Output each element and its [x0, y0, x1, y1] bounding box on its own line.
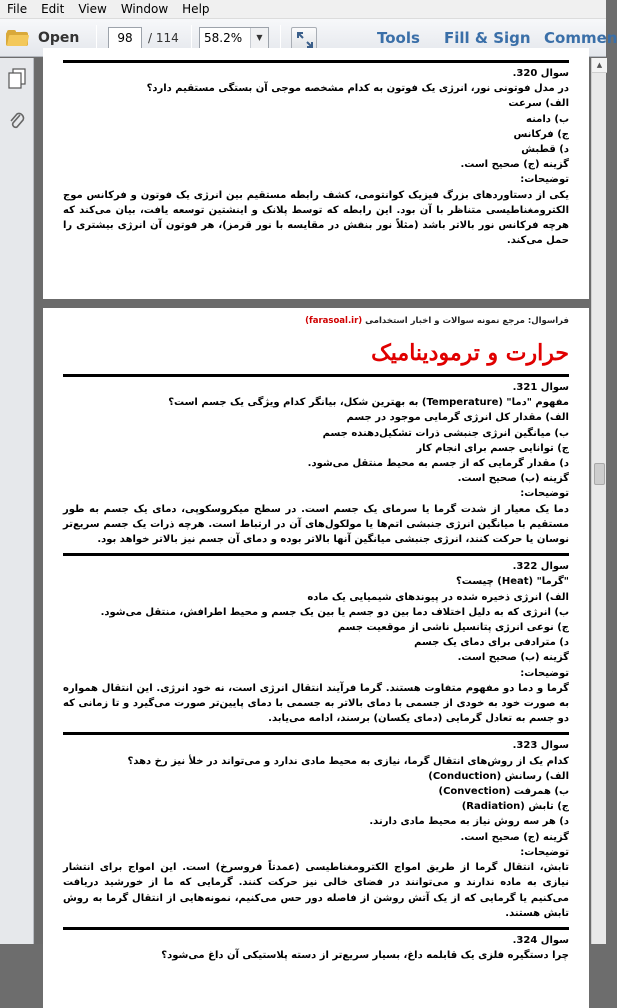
menu-edit[interactable]: Edit: [41, 2, 65, 16]
question-divider: [63, 927, 569, 930]
answer-text: گزینه (ب) صحیح است.: [457, 652, 569, 664]
zoom-select[interactable]: [199, 27, 269, 49]
open-label: Open: [38, 30, 80, 46]
question-block: [63, 380, 569, 547]
option: ب) انرژی که به دلیل اختلاف دما بین دو جسم یا بین یک جسم و محیط اطرافش، منتقل می‌شود.: [100, 606, 569, 618]
answer-text: گزینه (ج) صحیح است.: [460, 831, 569, 843]
answer-text: گزینه (ج) صحیح است.: [460, 159, 569, 171]
question-block: [63, 559, 569, 726]
explanation-label: توضیحات:: [520, 667, 569, 679]
question-divider: [63, 732, 569, 735]
question-text: در مدل فوتونی نور، انرژی یک فوتون به کدام مشخصه موجی آن بستگی مستقیم دارد؟: [146, 83, 569, 95]
option: د) مترادفی برای دمای یک جسم: [414, 637, 569, 649]
question-number: سوال 324.: [512, 934, 569, 946]
question-block: [63, 933, 569, 963]
expand-icon: [296, 31, 314, 49]
pdf-page: [43, 308, 589, 1008]
option: الف) رسانش (Conduction): [428, 770, 569, 782]
scrollbar-thumb[interactable]: [594, 463, 605, 485]
option: د) هر سه روش نیاز به محیط مادی دارند.: [369, 816, 569, 828]
option: ج) توانایی جسم برای انجام کار: [416, 442, 569, 454]
option: د) مقدار گرمایی که از جسم به محیط منتقل می‌شود.: [307, 458, 569, 470]
zoom-value: 58.2%: [204, 31, 243, 45]
page-total: / 114: [148, 31, 179, 45]
question-number: سوال 320.: [512, 68, 569, 79]
question-number: سوال 322.: [512, 561, 569, 573]
explanation-text: دما یک معیار از شدت گرما یا سرمای یک جسم است. در سطح میکروسکوپی، دمای یک جسم به طور مستقیم با میانگین انرژی جنبشی اتم‌ها یا مولکول‌های آن در ارتباط است. هرچه ذرات یک جسم سریع‌تر نوسان یا حرکت کنند، انرژی جنبشی میانگین آنها بالاتر بوده و دمای آن جسم نیز بالاتر خواهد بود.: [63, 503, 569, 546]
question-text: کدام یک از روش‌های انتقال گرما، نیازی به محیط مادی ندارد و می‌تواند در خلأ نیز رخ دهد؟: [127, 755, 569, 767]
question-block: [63, 738, 569, 920]
page-number-input[interactable]: 98: [108, 27, 142, 49]
question-divider: [63, 553, 569, 556]
answer-text: گزینه (ب) صحیح است.: [457, 473, 569, 485]
document-view[interactable]: [35, 58, 606, 962]
explanation-label: توضیحات:: [520, 488, 569, 500]
option: ج) تابش (Radiation): [461, 801, 569, 813]
explanation-text: تابش، انتقال گرما از طریق امواج الکترومغناطیسی (عمدتاً فروسرخ) است. این امواج برای انتشار نیازی به ماده ندارند و می‌توانند در فضای خالی نیز حرکت کنند. گرمایی که ما از خورشید دریافت می‌کنیم یا گرمایی که از یک آتش روشن از فاصله دور حس می‌کنیم، نمونه‌هایی از انتقال گرما به روش تابش هستند.: [63, 862, 569, 919]
question-number: سوال 323.: [512, 740, 569, 752]
fill-sign-button[interactable]: Fill & Sign: [444, 29, 531, 47]
question-text: مفهوم "دما" (Temperature) به بهترین شکل، بیانگر کدام ویژگی یک جسم است؟: [168, 397, 569, 409]
pdf-page: [43, 48, 589, 299]
menu-help[interactable]: Help: [182, 2, 210, 16]
question-divider: [63, 60, 569, 63]
question-number: سوال 321.: [512, 382, 569, 393]
chevron-down-icon[interactable]: ▼: [250, 28, 268, 48]
scroll-up-icon[interactable]: ▲: [592, 58, 607, 73]
option: ج) نوعی انرژی پتانسیل ناشی از موقعیت جسم: [337, 622, 569, 634]
explanation-label: توضیحات:: [520, 174, 569, 186]
question-text: چرا دستگیره فلزی یک قابلمه داغ، بسیار سریع‌تر از دسته پلاستیکی آن داغ می‌شود؟: [161, 950, 569, 962]
option: ج) فرکانس: [513, 128, 569, 140]
menu-view[interactable]: View: [78, 2, 107, 16]
header-source-text: فراسوال: مرجع نمونه سوالات و اخبار استخدامی: [365, 316, 569, 326]
chapter-title: حرارت و ترمودینامیک: [371, 340, 569, 366]
folder-icon: [6, 30, 28, 46]
header-source-link[interactable]: (farasoal.ir): [305, 316, 363, 326]
explanation-text: یکی از دستاوردهای بزرگ فیزیک کوانتومی، کشف رابطه مستقیم بین انرژی یک فوتون و فرکانس موج الکترومغناطیسی متناظر با آن بود. این رابطه که توسط پلانک و اینشتین توسعه یافت، بیان می‌کند که هرچه فرکانس نور بالاتر باشد (مثلاً نور بنفش در مقایسه با نور قرمز)، هر فوتون آن انرژی بیشتری را حمل می‌کند.: [63, 189, 569, 247]
option: ب) دامنه: [526, 113, 569, 125]
tools-button[interactable]: Tools: [377, 29, 420, 47]
option: الف) انرژی ذخیره شده در پیوندهای شیمیایی یک ماده: [307, 591, 569, 603]
option: ب) همرفت (Convection): [438, 786, 569, 798]
attachment-icon[interactable]: [7, 110, 27, 132]
menu-window[interactable]: Window: [120, 2, 169, 16]
explanation-text: گرما و دما دو مفهوم متفاوت هستند. گرما فرآیند انتقال انرژی است، نه خود انرژی. این انتقال همواره به صورت خود به خودی از جسمی با دمای بالاتر به جسمی با دمای پایین‌تر صورت می‌گیرد و تا زمانی که دو جسم به تعادل گرمایی (دمای یکسان) برسند، ادامه می‌یابد.: [63, 682, 569, 725]
option: د) قطبش: [521, 144, 569, 156]
question-text: "گرما" (Heat) چیست؟: [455, 576, 569, 588]
option: الف) سرعت: [508, 98, 569, 110]
option: ب) میانگین انرژی جنبشی ذرات تشکیل‌دهنده جسم: [322, 427, 569, 439]
question-divider: [63, 374, 569, 377]
option: الف) مقدار کل انرژی گرمایی موجود در جسم: [346, 412, 569, 424]
explanation-label: توضیحات:: [520, 846, 569, 858]
menu-file[interactable]: File: [7, 2, 28, 16]
comment-button[interactable]: Commen: [544, 29, 617, 47]
open-button[interactable]: [6, 26, 79, 50]
menu-bar: [0, 0, 606, 19]
vertical-scrollbar[interactable]: [591, 58, 606, 944]
navigation-pane: [0, 58, 34, 944]
page-thumbnails-icon[interactable]: [7, 68, 27, 90]
page-header: [43, 308, 589, 326]
